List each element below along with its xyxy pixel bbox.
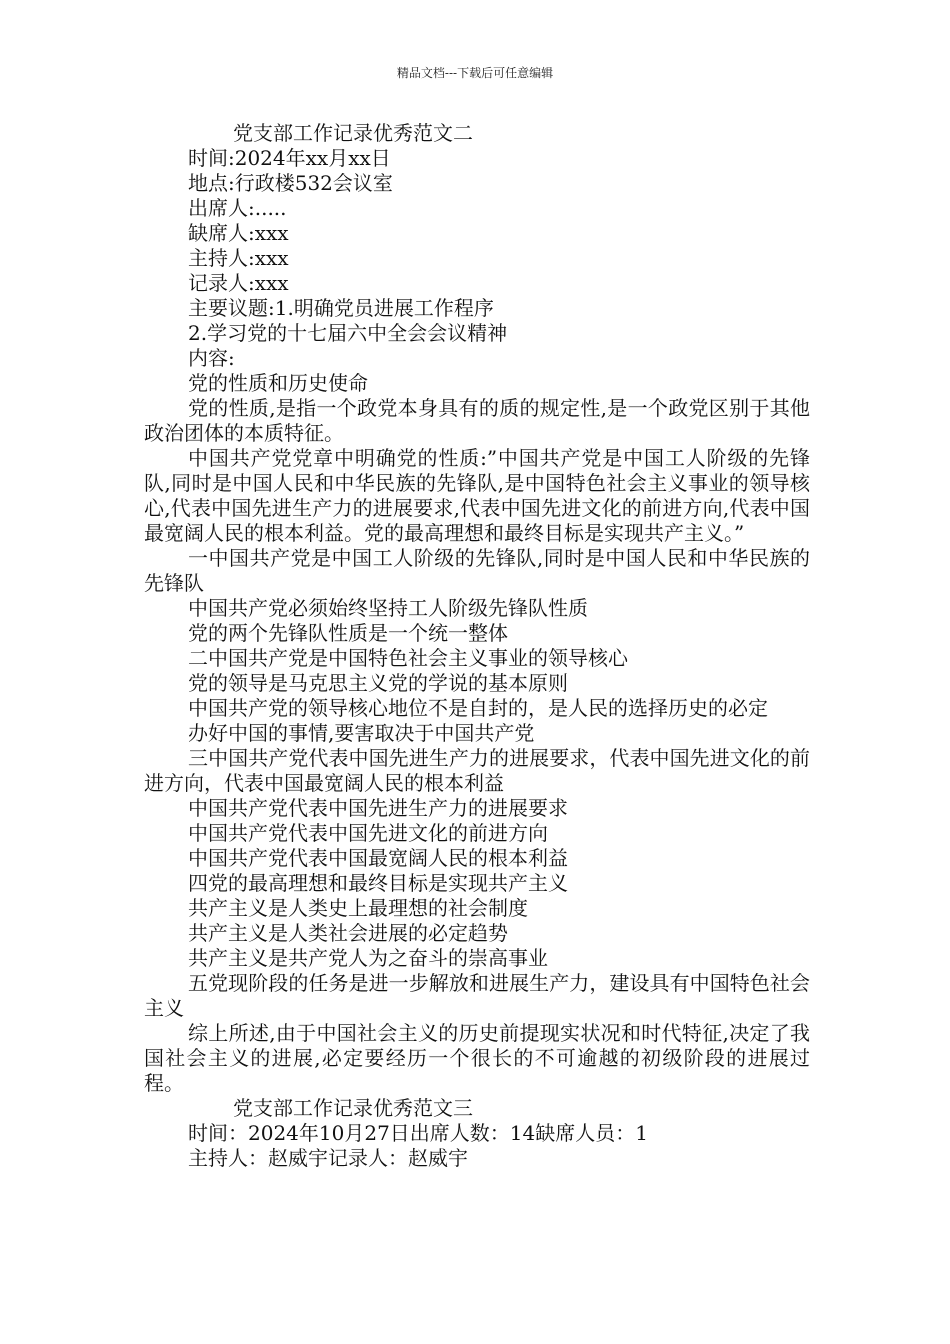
document-body bbox=[144, 121, 810, 1171]
document-paragraph: 记录人:xxx bbox=[188, 271, 289, 295]
document-paragraph: 四党的最高理想和最终目标是实现共产主义 bbox=[188, 871, 568, 895]
section-title: 党支部工作记录优秀范文二 bbox=[233, 121, 473, 145]
document-paragraph: 缺席人:xxx bbox=[188, 221, 289, 245]
document-paragraph: 2.学习党的十七届六中全会会议精神 bbox=[188, 321, 508, 345]
document-paragraph: 党的性质和历史使命 bbox=[188, 371, 368, 395]
document-paragraph: 中国共产党党章中明确党的性质:”中国共产党是中国工人阶级的先锋队,同时是中国人民和中华民族的先锋队,是中国特色社会主义事业的领导核心,代表中国先进生产力的进展要求,代表中国先进文化的前进方向,代表中国最宽阔人民的根本利益。党的最高理想和最终目标是实现共产主义。” bbox=[144, 446, 810, 545]
document-paragraph: 共产主义是共产党人为之奋斗的崇高事业 bbox=[188, 946, 548, 970]
document-paragraph: 党的两个先锋队性质是一个统一整体 bbox=[188, 621, 508, 645]
document-paragraph: 时间：2024年10月27日出席人数：14缺席人员：1 bbox=[188, 1121, 648, 1145]
document-paragraph: 共产主义是人类史上最理想的社会制度 bbox=[188, 896, 528, 920]
document-paragraph: 主持人:xxx bbox=[188, 246, 289, 270]
document-paragraph: 时间:2024年xx月xx日 bbox=[188, 146, 391, 170]
document-paragraph: 中国共产党代表中国先进文化的前进方向 bbox=[188, 821, 548, 845]
document-paragraph: 中国共产党代表中国先进生产力的进展要求 bbox=[188, 796, 568, 820]
document-paragraph: 三中国共产党代表中国先进生产力的进展要求，代表中国先进文化的前进方向，代表中国最宽阔人民的根本利益 bbox=[144, 746, 810, 795]
document-paragraph: 办好中国的事情,要害取决于中国共产党 bbox=[188, 721, 535, 745]
document-paragraph: 一中国共产党是中国工人阶级的先锋队,同时是中国人民和中华民族的先锋队 bbox=[144, 546, 810, 595]
document-paragraph: 出席人:..... bbox=[188, 196, 287, 220]
document-paragraph: 二中国共产党是中国特色社会主义事业的领导核心 bbox=[188, 646, 628, 670]
document-paragraph: 主要议题:1.明确党员进展工作程序 bbox=[188, 296, 494, 320]
document-paragraph: 共产主义是人类社会进展的必定趋势 bbox=[188, 921, 508, 945]
document-paragraph: 中国共产党的领导核心地位不是自封的，是人民的选择历史的必定 bbox=[188, 696, 768, 720]
document-paragraph: 地点:行政楼532会议室 bbox=[188, 171, 393, 195]
document-paragraph: 五党现阶段的任务是进一步解放和进展生产力，建设具有中国特色社会主义 bbox=[144, 971, 810, 1020]
document-paragraph: 内容: bbox=[188, 346, 235, 370]
document-paragraph: 中国共产党代表中国最宽阔人民的根本利益 bbox=[188, 846, 568, 870]
document-paragraph: 主持人：赵威宇记录人：赵威宇 bbox=[188, 1146, 468, 1170]
document-paragraph: 党的性质,是指一个政党本身具有的质的规定性,是一个政党区别于其他政治团体的本质特征。 bbox=[144, 396, 810, 445]
section-title: 党支部工作记录优秀范文三 bbox=[233, 1096, 473, 1120]
document-paragraph: 中国共产党必须始终坚持工人阶级先锋队性质 bbox=[188, 596, 588, 620]
document-paragraph: 综上所述,由于中国社会主义的历史前提现实状况和时代特征,决定了我国社会主义的进展,必定要经历一个很长的不可逾越的初级阶段的进展过程。 bbox=[144, 1021, 810, 1095]
document-paragraph: 党的领导是马克思主义党的学说的基本原则 bbox=[188, 671, 568, 695]
page-header: 精品文档---下载后可任意编辑 bbox=[396, 66, 554, 80]
